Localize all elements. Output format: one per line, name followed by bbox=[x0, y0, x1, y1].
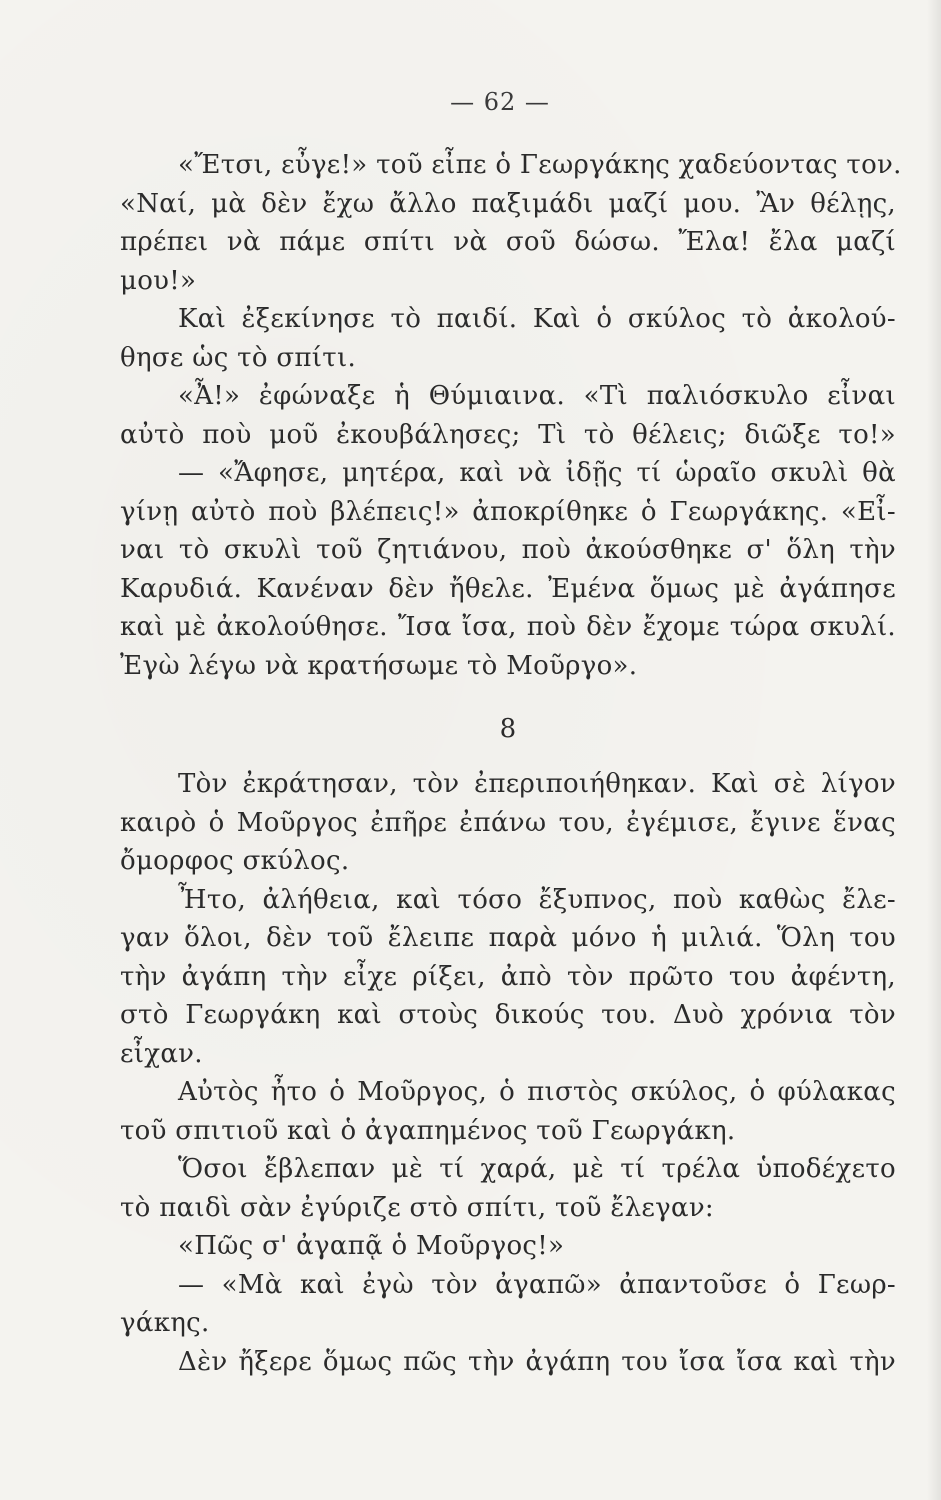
text-line: Καρυδιά. Κανέναν δὲν ἤθελε. Ἐμένα ὅμως μὲ ἀγάπησε bbox=[120, 573, 896, 604]
text-line: γαν ὅλοι, δὲν τοῦ ἔλειπε παρὰ μόνο ἡ μιλιά. Ὅλη του bbox=[120, 923, 896, 953]
paragraphs-after-section bbox=[120, 765, 896, 1381]
text-line: Καὶ ἐξεκίνησε τὸ παιδί. Καὶ ὁ σκύλος τὸ ἀκολού- bbox=[178, 304, 896, 334]
text-line: ὄμορφος σκύλος. bbox=[120, 846, 350, 876]
text-block bbox=[120, 146, 902, 1381]
text-line: μου!» bbox=[120, 265, 197, 296]
text-line: Ἦτο, ἀλήθεια, καὶ τόσο ἔξυπνος, ποὺ καθὼς ἔλε- bbox=[178, 884, 896, 915]
text-line: γίνῃ αὐτὸ ποὺ βλέπεις!» ἀποκρίθηκε ὁ Γεωργάκης. «Εἶ- bbox=[120, 496, 896, 527]
text-line: τοῦ σπιτιοῦ καὶ ὁ ἀγαπημένος τοῦ Γεωργάκη. bbox=[120, 1115, 736, 1146]
page-number: — 62 — bbox=[450, 88, 550, 116]
text-line: καιρὸ ὁ Μοῦργος ἐπῆρε ἐπάνω του, ἐγέμισε, ἔγινε ἕνας bbox=[120, 807, 896, 838]
text-line: «Ἆ!» ἐφώναξε ἡ Θύμιαινα. «Τὶ παλιόσκυλο εἶναι bbox=[178, 381, 896, 411]
text-line: ναι τὸ σκυλὶ τοῦ ζητιάνου, ποὺ ἀκούσθηκε σ' ὅλη τὴν bbox=[120, 535, 896, 565]
page-edge-shadow bbox=[927, 0, 941, 1500]
text-line: γάκης. bbox=[120, 1308, 210, 1338]
text-line: Ἐγὼ λέγω νὰ κρατήσωμε τὸ Μοῦργο». bbox=[120, 650, 638, 681]
text-line: — «Ἄφησε, μητέρα, καὶ νὰ ἰδῇς τί ὡραῖο σκυλὶ θὰ bbox=[178, 458, 896, 488]
text-line: αὐτὸ ποὺ μοῦ ἐκουβάλησες; Τὶ τὸ θέλεις; διῶξε το!» bbox=[120, 419, 896, 450]
text-line: Ὅσοι ἔβλεπαν μὲ τί χαρά, μὲ τί τρέλα ὑποδέχετο bbox=[178, 1154, 896, 1184]
text-line: τὸ παιδὶ σὰν ἐγύριζε στὸ σπίτι, τοῦ ἔλεγαν: bbox=[120, 1192, 714, 1223]
text-line: τὴν ἀγάπη τὴν εἶχε ρίξει, ἀπὸ τὸν πρῶτο του ἀφέντη, bbox=[120, 961, 896, 992]
text-line: Τὸν ἐκράτησαν, τὸν ἐπεριποιήθηκαν. Καὶ σὲ λίγον bbox=[178, 769, 896, 799]
text-line: — «Μὰ καὶ ἐγὼ τὸν ἀγαπῶ» ἀπαντοῦσε ὁ Γεωρ- bbox=[178, 1269, 896, 1300]
text-line: Δὲν ἤξερε ὅμως πῶς τὴν ἀγάπη του ἴσα ἴσα καὶ τὴν bbox=[178, 1346, 896, 1377]
text-line: «Ναί, μὰ δὲν ἔχω ἄλλο παξιμάδι μαζί μου. Ἂν θέλῃς, bbox=[120, 188, 896, 219]
section-number: 8 bbox=[499, 714, 517, 744]
text-line: καὶ μὲ ἀκολούθησε. Ἴσα ἴσα, ποὺ δὲν ἔχομε τώρα σκυλί. bbox=[120, 612, 896, 642]
text-line: «Ἔτσι, εὖγε!» τοῦ εἶπε ὁ Γεωργάκης χαδεύοντας τον. bbox=[178, 150, 902, 180]
text-line: πρέπει νὰ πάμε σπίτι νὰ σοῦ δώσω. Ἔλα! ἔλα μαζί bbox=[120, 227, 896, 257]
paragraphs-before-section bbox=[120, 146, 902, 685]
text-line: στὸ Γεωργάκη καὶ στοὺς δικούς του. Δυὸ χρόνια τὸν bbox=[120, 1000, 896, 1030]
text-line: Αὐτὸς ἦτο ὁ Μοῦργος, ὁ πιστὸς σκύλος, ὁ φύλακας bbox=[178, 1077, 896, 1107]
text-line: θησε ὡς τὸ σπίτι. bbox=[120, 342, 357, 373]
text-line: εἶχαν. bbox=[120, 1038, 203, 1069]
text-line: «Πῶς σ' ἀγαπᾷ ὁ Μοῦργος!» bbox=[178, 1231, 565, 1261]
